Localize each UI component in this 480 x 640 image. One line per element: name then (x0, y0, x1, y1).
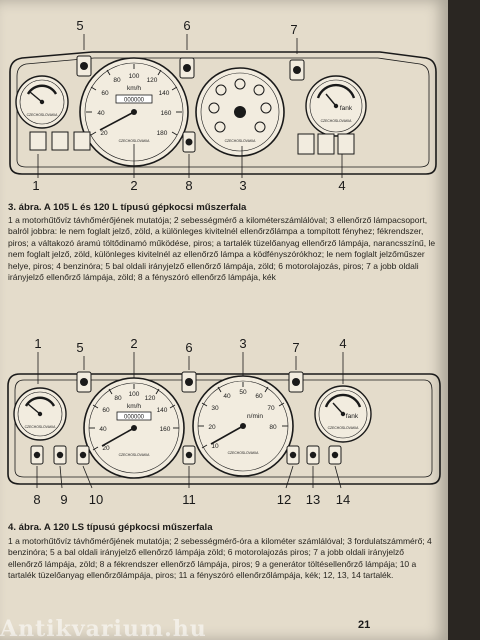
callout-10: 10 (88, 492, 104, 507)
callout-7: 7 (292, 340, 300, 355)
speedo-unit: km/h (126, 403, 142, 410)
tacho-tick-30: 30 (211, 405, 219, 412)
watermark-text: Antikvarium.hu (0, 618, 207, 640)
tacho-tick-10: 10 (211, 443, 219, 450)
speedo-tick-120: 120 (146, 77, 158, 84)
tacho-tick-70: 70 (267, 405, 275, 412)
tacho-tick-20: 20 (208, 424, 216, 431)
tacho-tick-80: 80 (269, 424, 277, 431)
callout-2: 2 (130, 336, 138, 351)
lamp-cluster-brand: CZECHOSLOVAKIA (224, 139, 256, 143)
fuel-gauge-brand: CZECHOSLOVAKIA (327, 426, 359, 430)
speedo-tick-80: 80 (113, 77, 121, 84)
figure-4-title: 4. ábra. A 120 LS típusú gépkocsi műszerfala (8, 522, 213, 533)
temp-gauge-brand: CZECHOSLOVAKIA (24, 425, 56, 429)
callout-12: 12 (276, 492, 292, 507)
speedo-tick-140: 140 (158, 90, 170, 97)
figure-3-title: 3. ábra. A 105 L és 120 L típusú gépkocsi műszerfala (8, 202, 247, 213)
figure-3-caption: 1 a motorhűtővíz távhőmérőjének mutatója; 2 sebességmérő a kilométerszámlálóval; 3 ellenőrző lámpacsoport, balról jobbra: le nem foglalt jelző, zöld, a különleges kivitelnél ellenőrzőlámpa a tompított fényhez; fékrendszer, piros; a váltakozó áramú töltődinamó működése, piros; a tartalék tüzelőanyag ellenőrző lámpája, narancsszínű, le nem foglalt jelző, zöld, különleges kivitelnél az ellenőrző lámpa a ködfényszórókhoz; le nem foglalt jelzőműszer helye, piros; 4 benzinóra; 5 bal oldali irányjelző ellenőrző lámpája, zöld; 6 motorolajozás, piros; 7 a jobb oldali irányjelző ellenőrző lámpája, zöld; 8 a fényszóró ellenőrző lámpája, kék (8, 215, 436, 283)
figure-4-caption: 1 a motorhűtővíz távhőmérőjének mutatója; 2 sebességmérő-óra a kilométer számlálóval; 3 fordulatszámmérő; 4 benzinóra; 5 a bal oldali irányjelző ellenőrző lámpája zöld; 6 motorolajozás piros; 7 a jobb oldali irányjelző ellenőrző lámpája, zöld; 8 a fékrendszer ellenőrző lámpája, piros; 9 a generátor töltésellenőrző lámpája; 10 a tartalék tüzelőanyag ellenőrzőlámpája, piros; 11 a fényszóró ellenőrzőlámpája, kék; 12, 13, 14 tartalék. (8, 536, 432, 581)
speedo-odometer: 000000 (123, 414, 145, 421)
figure-4-diagram (0, 334, 448, 512)
tacho-tick-40: 40 (223, 393, 231, 400)
fuel-label: fank (339, 105, 353, 112)
speedo-tick-60: 60 (101, 90, 109, 97)
callout-3: 3 (239, 336, 247, 351)
callout-4: 4 (339, 336, 347, 351)
fuel-gauge (306, 76, 366, 136)
speedo-tick-40: 40 (99, 426, 107, 433)
tacho-brand: CZECHOSLOVAKIA (227, 451, 259, 455)
fuel-gauge (315, 386, 371, 442)
speedo-unit: km/h (126, 85, 142, 92)
callout-6: 6 (183, 18, 191, 33)
speedo-tick-180: 180 (156, 130, 168, 137)
callout-8: 8 (185, 178, 193, 193)
callout-2: 2 (130, 178, 138, 193)
callout-6: 6 (185, 340, 193, 355)
fuel-label: fank (345, 413, 359, 420)
callout-3: 3 (239, 178, 247, 193)
lamp-cluster (196, 68, 284, 156)
speedo-odometer: 000000 (123, 97, 145, 104)
callout-5: 5 (76, 340, 84, 355)
speedo-tick-160: 160 (160, 110, 172, 117)
speedo-tick-80: 80 (114, 395, 122, 402)
callout-5: 5 (76, 18, 84, 33)
callout-14: 14 (335, 492, 351, 507)
speedo-tick-160: 160 (159, 426, 171, 433)
speedo-tick-100: 100 (128, 73, 140, 80)
temperature-gauge (14, 388, 66, 440)
speedo-tick-140: 140 (156, 407, 168, 414)
speedo-tick-40: 40 (97, 110, 105, 117)
speedo-tick-100: 100 (128, 391, 140, 398)
tacho-unit: n/min (247, 413, 263, 420)
callout-4: 4 (338, 178, 346, 193)
speedometer (84, 378, 184, 478)
callout-9: 9 (60, 492, 68, 507)
page-number: 21 (358, 619, 371, 631)
speedo-brand: CZECHOSLOVAKIA (118, 453, 150, 457)
speedo-tick-20: 20 (100, 130, 108, 137)
callout-11: 11 (182, 492, 196, 507)
tacho-tick-60: 60 (255, 393, 263, 400)
callout-8: 8 (33, 492, 41, 507)
tachometer (193, 376, 293, 476)
callout-13: 13 (305, 492, 321, 507)
speedo-tick-20: 20 (102, 445, 110, 452)
speedo-brand: CZECHOSLOVAKIA (118, 139, 150, 143)
callout-7: 7 (290, 22, 298, 37)
tacho-tick-50: 50 (239, 389, 247, 396)
figure-3-diagram (0, 14, 448, 200)
callout-1: 1 (34, 336, 42, 351)
temp-gauge-brand: CZECHOSLOVAKIA (26, 113, 58, 117)
fuel-gauge-brand: CZECHOSLOVAKIA (320, 119, 352, 123)
temperature-gauge (16, 76, 68, 128)
callout-1: 1 (32, 178, 40, 193)
speedo-tick-120: 120 (144, 395, 156, 402)
speedo-tick-60: 60 (102, 407, 110, 414)
